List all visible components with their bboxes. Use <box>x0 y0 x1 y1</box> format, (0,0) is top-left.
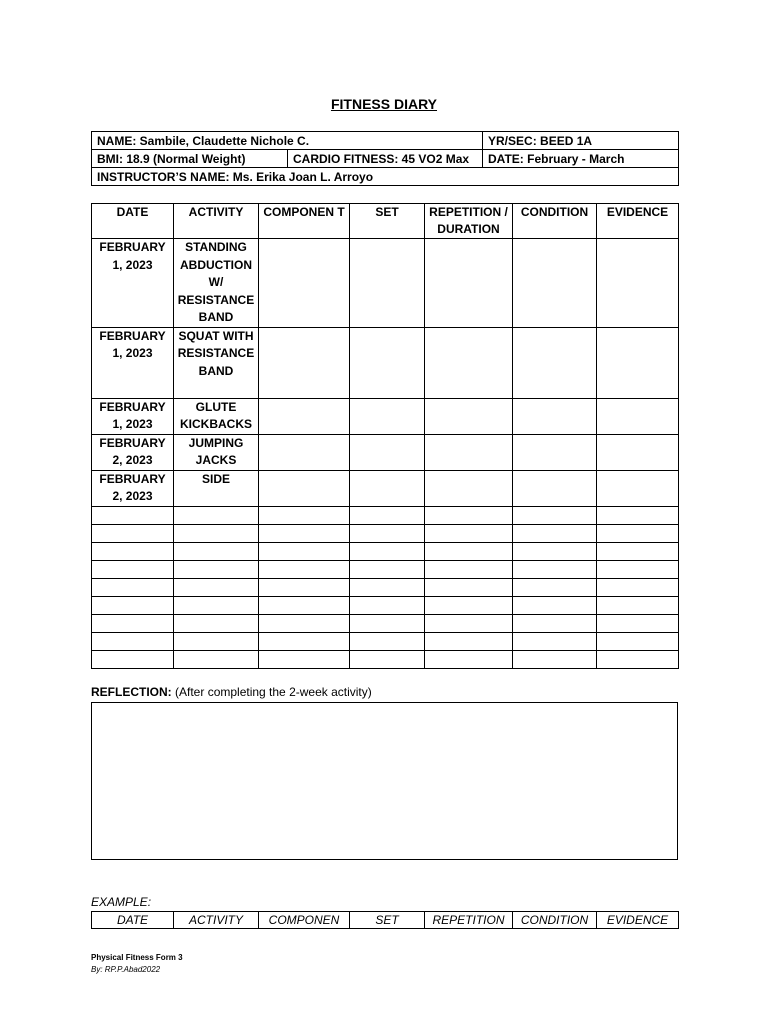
row-date: FEBRUARY 2, 2023 <box>92 470 174 506</box>
example-header-condition: CONDITION <box>513 912 597 929</box>
example-table <box>91 911 679 929</box>
example-header-set: SET <box>350 912 425 929</box>
empty-row <box>92 506 679 524</box>
reflection-box[interactable] <box>91 702 678 860</box>
empty-row <box>92 542 679 560</box>
table-row <box>92 434 679 470</box>
table-row <box>92 398 679 434</box>
reflection-title: REFLECTION: <box>91 685 172 699</box>
row-activity: STANDING ABDUCTION W/ RESISTANCE BAND <box>174 239 259 328</box>
header-date: DATE <box>92 204 174 239</box>
empty-row <box>92 560 679 578</box>
empty-row <box>92 632 679 650</box>
example-header-evidence: EVIDENCE <box>597 912 679 929</box>
footer-author: By: RP.P.Abad2022 <box>91 965 161 974</box>
header-evidence: EVIDENCE <box>597 204 679 239</box>
cardio-fitness: CARDIO FITNESS: 45 VO2 Max <box>288 150 483 168</box>
example-header-repetition: REPETITION <box>425 912 513 929</box>
table-row <box>92 327 679 398</box>
row-date: FEBRUARY 1, 2023 <box>92 398 174 434</box>
table-row <box>92 239 679 328</box>
example-header-activity: ACTIVITY <box>174 912 259 929</box>
example-label: EXAMPLE: <box>91 895 152 909</box>
instructor-name: INSTRUCTOR’S NAME: Ms. Erika Joan L. Arroyo <box>92 168 679 186</box>
footer-form-name: Physical Fitness Form 3 <box>91 953 183 962</box>
header-set: SET <box>350 204 425 239</box>
example-header-component: COMPONEN <box>259 912 350 929</box>
reflection-label <box>91 685 372 699</box>
row-activity: SIDE <box>174 470 259 506</box>
table-header-row <box>92 204 679 239</box>
header-component: COMPONEN T <box>259 204 350 239</box>
example-header-row <box>92 912 679 929</box>
header-repetition: REPETITION / DURATION <box>425 204 513 239</box>
empty-row <box>92 578 679 596</box>
header-activity: ACTIVITY <box>174 204 259 239</box>
page-title: FITNESS DIARY <box>330 96 438 112</box>
fitness-log-table <box>91 203 679 669</box>
empty-row <box>92 524 679 542</box>
row-activity: GLUTE KICKBACKS <box>174 398 259 434</box>
empty-row <box>92 614 679 632</box>
student-name: NAME: Sambile, Claudette Nichole C. <box>92 132 483 150</box>
empty-row <box>92 650 679 668</box>
reflection-note: (After completing the 2-week activity) <box>175 685 372 699</box>
date-range: DATE: February - March <box>483 150 679 168</box>
row-date: FEBRUARY 1, 2023 <box>92 239 174 328</box>
bmi-value: BMI: 18.9 (Normal Weight) <box>92 150 288 168</box>
student-info-table <box>91 131 679 186</box>
row-date: FEBRUARY 1, 2023 <box>92 327 174 398</box>
year-section: YR/SEC: BEED 1A <box>483 132 679 150</box>
empty-row <box>92 596 679 614</box>
table-row <box>92 470 679 506</box>
example-header-date: DATE <box>92 912 174 929</box>
header-condition: CONDITION <box>513 204 597 239</box>
row-activity: SQUAT WITH RESISTANCE BAND <box>174 327 259 398</box>
row-date: FEBRUARY 2, 2023 <box>92 434 174 470</box>
row-activity: JUMPING JACKS <box>174 434 259 470</box>
